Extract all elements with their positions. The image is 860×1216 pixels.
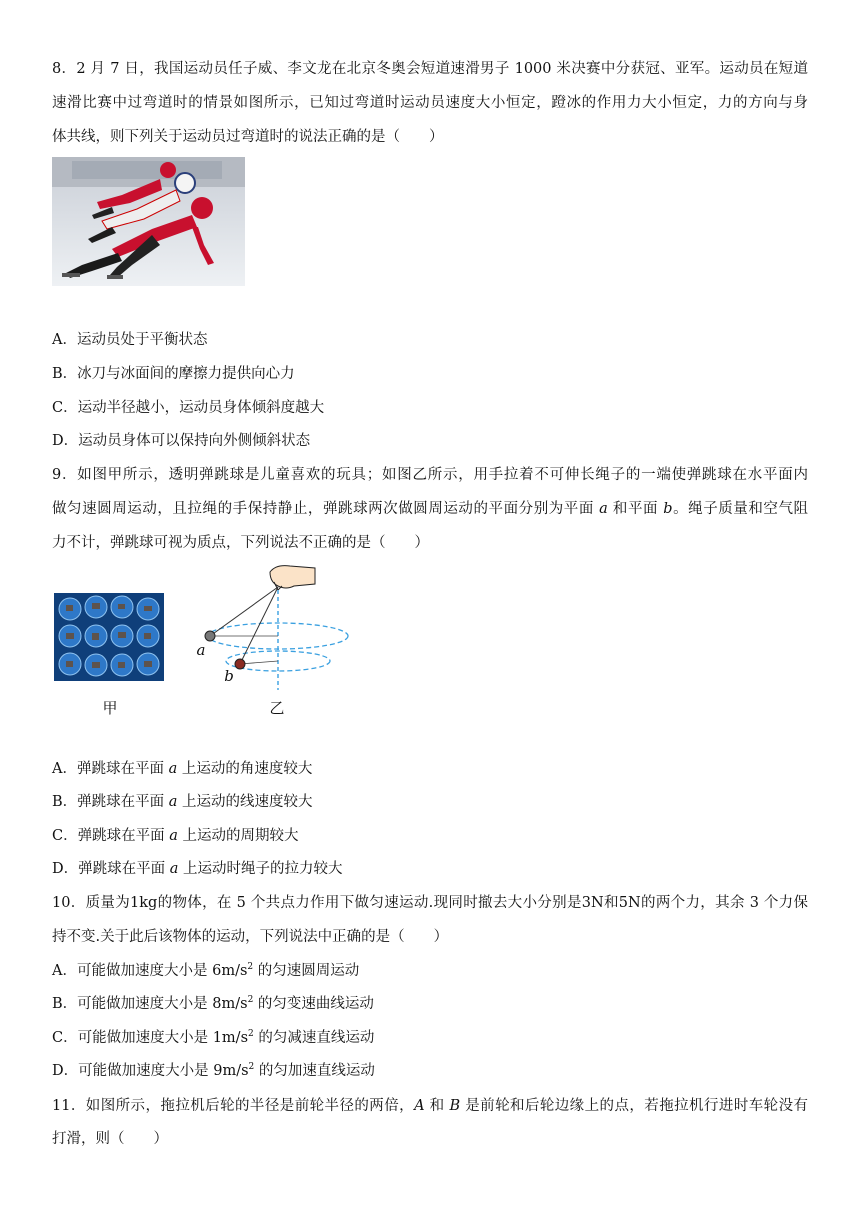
q9-option-a: A．弹跳球在平面 a 上运动的角速度较大 — [52, 761, 313, 777]
q10-option-c: C．可能做加速度大小是 $1m/s^2$ 的匀减速直线运动 — [52, 1029, 375, 1046]
q8-option-c: C．运动半径越小，运动员身体倾斜度越大 — [52, 400, 325, 416]
circular-motion-diagram — [190, 562, 360, 692]
q10-option-a: A．可能做加速度大小是 $6m/s^2$ 的匀速圆周运动 — [52, 962, 360, 979]
figure-jia-caption: 甲 — [102, 699, 118, 717]
plane-b-label: b — [224, 667, 234, 685]
bouncy-balls-photo — [54, 593, 164, 681]
q11-stem-line1: 11．如图所示，拖拉机后轮的半径是前轮半径的两倍，A 和 B 是前轮和后轮边缘上的点，若拖拉机行进时车轮没有 — [52, 1098, 809, 1114]
q10-option-d: D．可能做加速度大小是 $9m/s^2$ 的匀加速直线运动 — [52, 1062, 375, 1079]
q9-stem-line1: 9．如图甲所示，透明弹跳球是儿童喜欢的玩具；如图乙所示，用手拉着不可伸长绳子的一端使弹跳球在水平面内 — [52, 467, 808, 483]
q9-stem-line2: 做匀速圆周运动，且拉绳的手保持静止，弹跳球两次做圆周运动的平面分别为平面 a 和平面 b。绳子质量和空气阻 — [52, 501, 809, 517]
figure-yi-caption: 乙 — [269, 699, 285, 717]
q9-option-c: C．弹跳球在平面 a 上运动的周期较大 — [52, 828, 299, 844]
q10-stem-line2: 持不变.关于此后该物体的运动，下列说法中正确的是（ ） — [52, 929, 449, 945]
q8-option-d: D．运动员身体可以保持向外侧倾斜状态 — [52, 433, 311, 449]
plane-a-label: a — [196, 641, 206, 659]
q10-option-b: B．可能做加速度大小是 $8m/s^2$ 的匀变速曲线运动 — [52, 995, 374, 1012]
q9-stem-line3: 力不计，弹跳球可视为质点，下列说法不正确的是（ ） — [52, 535, 429, 551]
q9-option-b: B．弹跳球在平面 a 上运动的线速度较大 — [52, 794, 313, 810]
q11-stem-line2: 打滑，则（ ） — [52, 1131, 168, 1147]
q8-option-a: A．运动员处于平衡状态 — [52, 332, 208, 348]
q8-option-b: B．冰刀与冰面间的摩擦力提供向心力 — [52, 366, 295, 382]
q8-stem-line1: 8．2 月 7 日，我国运动员任子威、李文龙在北京冬奥会短道速滑男子 1000 米决赛中分获冠、亚军。运动员在短道 — [52, 61, 808, 77]
q10-stem-line1: 10．质量为1kg的物体，在 5 个共点力作用下做匀速运动.现同时撤去大小分别是3N和5N的两个力，其余 3 个力保 — [52, 895, 808, 911]
q8-stem-line3: 体共线，则下列关于运动员过弯道时的说法正确的是（ ） — [52, 129, 444, 145]
speed-skating-photo — [52, 157, 245, 286]
q9-option-d: D．弹跳球在平面 a 上运动时绳子的拉力较大 — [52, 861, 343, 877]
q8-stem-line2: 速滑比赛中过弯道时的情景如图所示，已知过弯道时运动员速度大小恒定，蹬冰的作用力大小恒定，力的方向与身 — [52, 95, 808, 111]
